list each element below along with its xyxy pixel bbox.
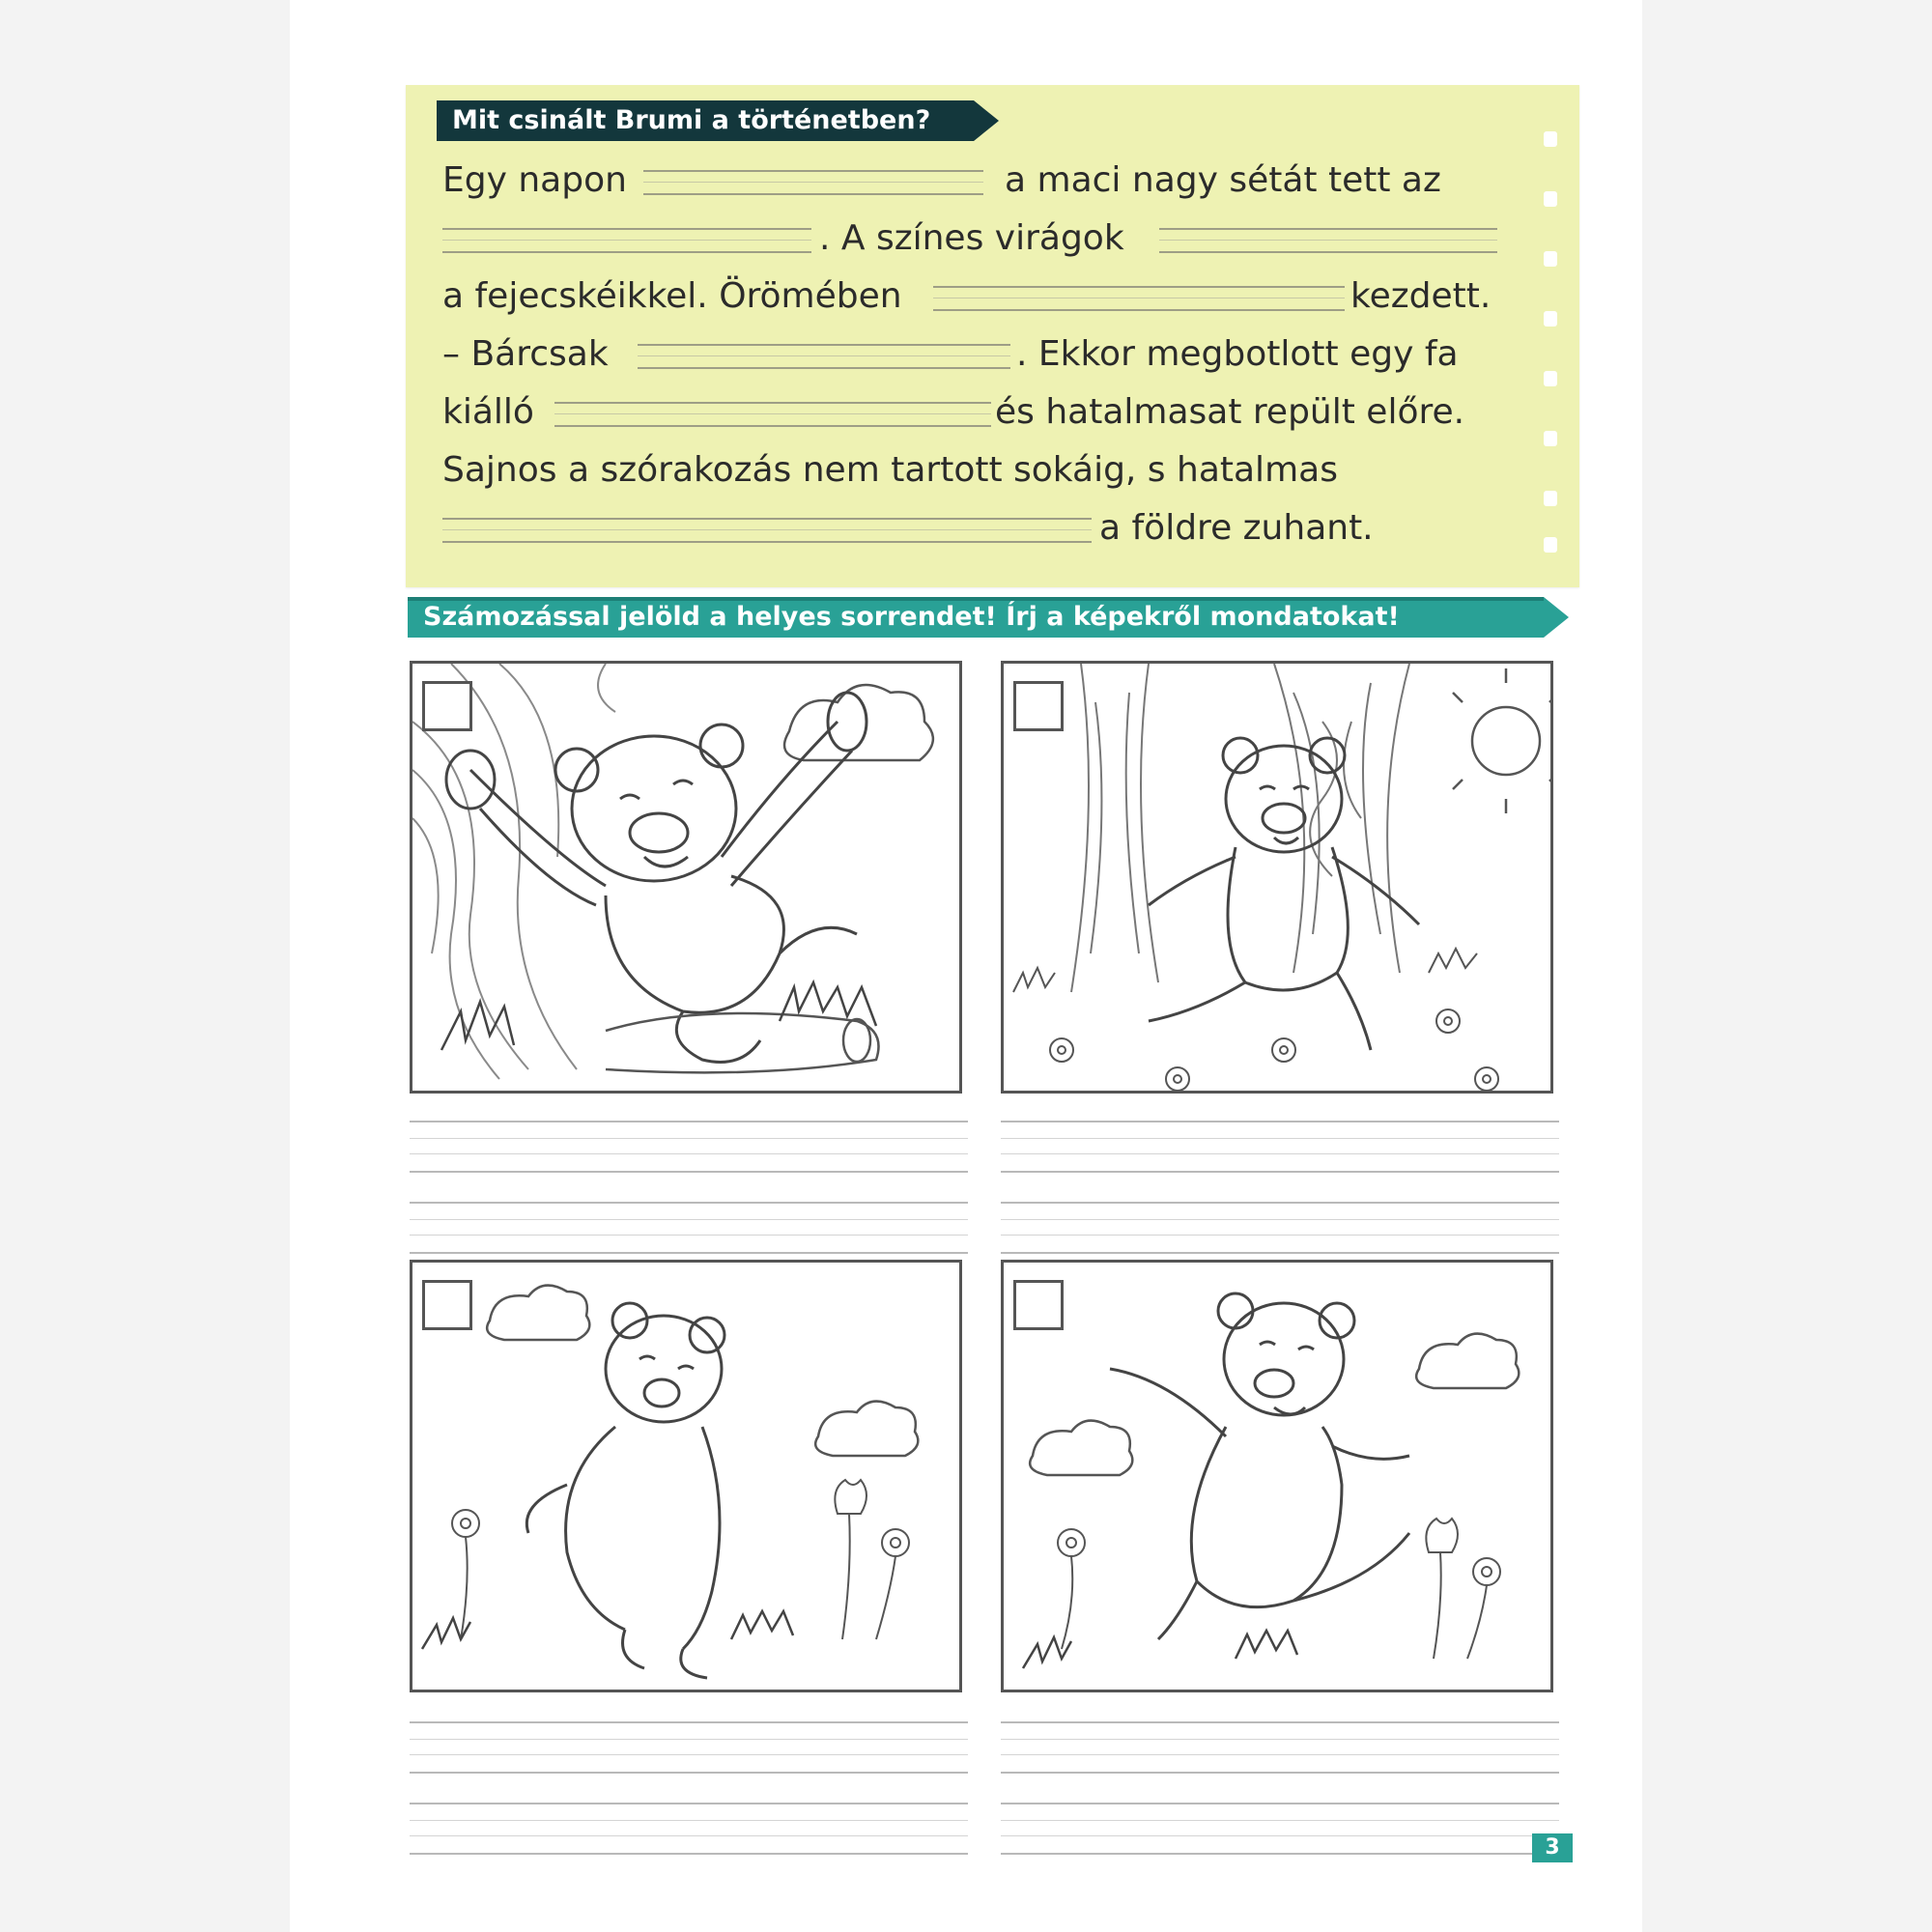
story-text: – Bárcsak <box>442 334 609 374</box>
flower-icon <box>1050 1009 1498 1091</box>
tulip-icon <box>835 1480 867 1639</box>
cloud-icon <box>1030 1334 1519 1475</box>
page-number: 3 <box>1532 1833 1573 1862</box>
story-text: kiálló <box>442 392 534 432</box>
story-text: kezdett. <box>1350 276 1492 316</box>
story-text: a maci nagy sétát tett az <box>1005 160 1441 200</box>
bear-icon <box>1149 738 1419 1050</box>
picture-panel-1 <box>410 661 962 1094</box>
note-perforation <box>1538 131 1567 556</box>
bear-dancing-illustration <box>1004 1263 1550 1690</box>
tree-icon <box>1071 664 1409 992</box>
flower-icon <box>452 1510 909 1639</box>
bear-icon <box>1110 1293 1409 1639</box>
bear-sad-illustration <box>412 1263 959 1690</box>
order-number-box-4[interactable] <box>1013 1280 1064 1330</box>
story-text: a földre zuhant. <box>1099 508 1374 548</box>
bear-icon <box>526 1303 724 1678</box>
fill-blank-4[interactable] <box>933 286 1345 311</box>
bear-falling-illustration <box>412 664 959 1091</box>
section2-heading: Számozással jelöld a helyes sorrendet! Írj a képekről mondatokat! <box>408 597 1544 638</box>
order-number-box-3[interactable] <box>422 1280 472 1330</box>
story-text: . Ekkor megbotlott egy fa <box>1016 334 1459 374</box>
log-icon <box>606 1013 879 1072</box>
fill-blank-7[interactable] <box>442 518 1092 543</box>
fill-blank-2[interactable] <box>442 228 811 253</box>
story-text: . A színes virágok <box>819 218 1124 258</box>
flower-icon <box>1058 1529 1500 1659</box>
story-text: Egy napon <box>442 160 627 200</box>
tulip-icon <box>1426 1519 1458 1659</box>
bear-icon <box>446 693 867 1063</box>
fill-blank-1[interactable] <box>643 170 983 195</box>
picture-panel-4 <box>1001 1260 1553 1692</box>
section1-heading: Mit csinált Brumi a történetben? <box>437 100 974 141</box>
story-text: Sajnos a szórakozás nem tartott sokáig, s hatalmas <box>442 450 1338 490</box>
story-text: és hatalmasat repült előre. <box>995 392 1465 432</box>
story-text: a fejecskéikkel. Örömében <box>442 276 902 316</box>
grass-icon <box>422 1611 793 1649</box>
order-number-box-1[interactable] <box>422 681 472 731</box>
picture-panel-2 <box>1001 661 1553 1094</box>
fill-blank-3[interactable] <box>1159 228 1497 253</box>
bear-walking-illustration <box>1004 664 1550 1091</box>
sun-icon <box>1453 668 1550 813</box>
fill-blank-6[interactable] <box>554 402 991 427</box>
fill-blank-5[interactable] <box>638 344 1010 369</box>
picture-panel-3 <box>410 1260 962 1692</box>
order-number-box-2[interactable] <box>1013 681 1064 731</box>
grass-icon <box>1013 949 1477 992</box>
